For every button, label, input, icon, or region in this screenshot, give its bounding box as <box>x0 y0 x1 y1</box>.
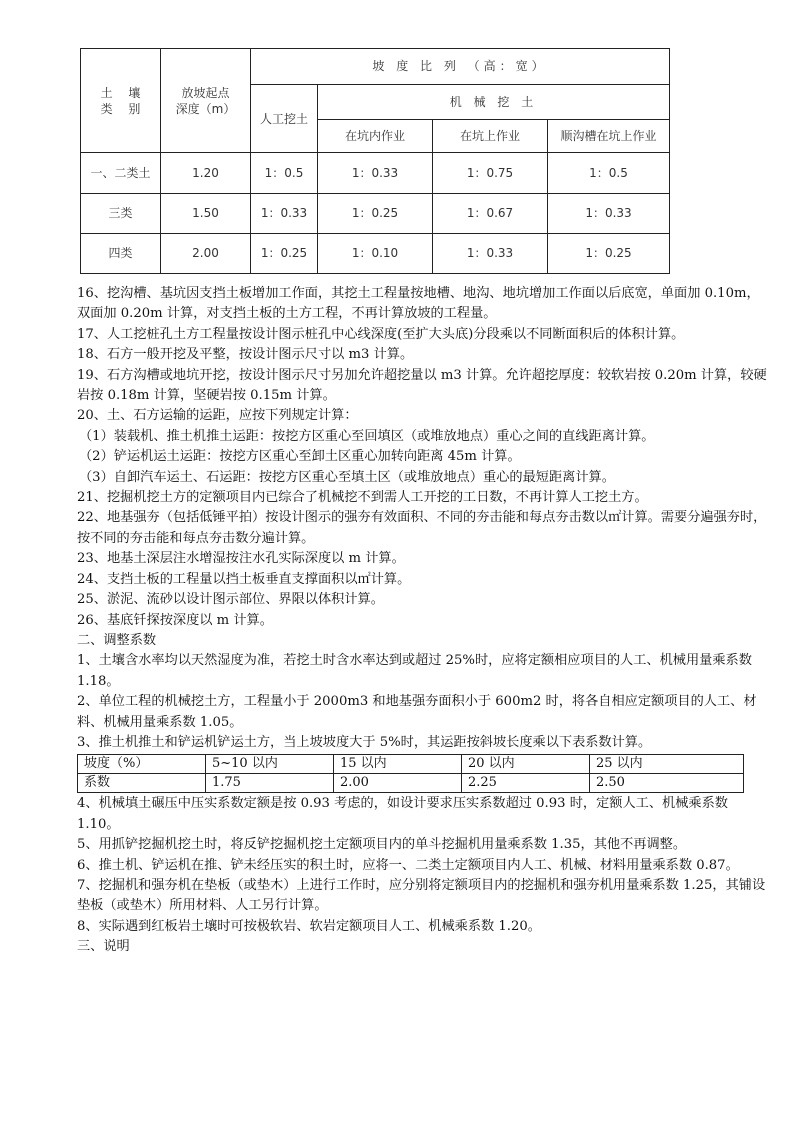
coef-value-cell: 2.50 <box>590 774 744 793</box>
cell-along: 1：0.33 <box>548 193 670 233</box>
coef-value-cell: 2.00 <box>334 774 462 793</box>
table-row <box>78 755 744 774</box>
cell-category: 一、二类土 <box>81 153 161 193</box>
paragraph: 7、挖掘机和强夯机在垫板（或垫木）上进行工作时，应分别将定额项目内的挖掘机和强夯机用量乘系数 1.25，其铺设垫板（或垫木）所用材料、人工另行计算。 <box>77 877 766 914</box>
cell-in-pit: 1：0.33 <box>318 153 433 193</box>
header-start-depth: 放坡起点 深度（m） <box>161 49 251 153</box>
header-soil-category: 土 壤 类 别 <box>81 49 161 153</box>
table-row <box>78 774 744 793</box>
header-in-pit: 在坑内作业 <box>318 120 433 153</box>
header-manual-dig: 人工挖土 <box>251 85 318 153</box>
paragraph: 5、用抓铲挖掘机挖土时，将反铲挖掘机挖土定额项目内的单斗挖掘机用量乘系数 1.35，其他不再调整。 <box>77 837 687 853</box>
cell-in-pit: 1：0.10 <box>318 233 433 273</box>
paragraph: 22、地基强夯（包括低锤平拍）按设计图示的强夯有效面积、不同的夯击能和每点夯击数以㎡计算。需要分遍强夯时，按不同的夯击能和每点夯击数分遍计算。 <box>77 510 767 546</box>
header-machine-dig: 机 械 挖 土 <box>318 85 670 120</box>
cell-depth: 1.20 <box>161 153 251 193</box>
section-heading: 三、说明 <box>77 939 130 955</box>
paragraph: 25、淤泥、流砂以设计图示部位、界限以体积计算。 <box>77 592 384 608</box>
paragraph: 1、土壤含水率均以天然湿度为准，若挖土时含水率达到或超过 25%时，应将定额相应项目的人工、机械用量乘系数 1.18。 <box>77 653 752 689</box>
paragraph: 6、推土机、铲运机在推、铲未经压实的积土时，应将一、二类土定额项目内人工、机械、材料用量乘系数 0.87。 <box>77 857 739 873</box>
coef-value-cell: 系数 <box>78 774 206 793</box>
cell-along: 1：0.25 <box>548 233 670 273</box>
paragraph: 3、推土机推土和铲运机铲运土方，当上坡坡度大于 5%时，其运距按斜坡长度乘以下表系数计算。 <box>77 734 652 750</box>
paragraph: （1）装载机、推土机推土运距：按挖方区重心至回填区（或堆放地点）重心之间的直线距离计算。 <box>79 428 655 444</box>
paragraph: 20、土、石方运输的运距，应按下列规定计算： <box>77 408 358 424</box>
paragraph: 23、地基土深层注水增湿按注水孔实际深度以 m 计算。 <box>77 551 405 567</box>
slope-ratio-table <box>80 48 670 274</box>
coef-header-cell: 20 以内 <box>462 755 590 774</box>
coef-header-cell: 坡度（%） <box>78 755 206 774</box>
paragraph: 18、石方一般开挖及平整，按设计图示尺寸以 m3 计算。 <box>77 347 414 363</box>
cell-on-pit: 1：0.75 <box>433 153 548 193</box>
paragraph: 16、挖沟槽、基坑因支挡土板增加工作面，其挖土工程量按地槽、地沟、地坑增加工作面以后底宽，单面加 0.10m，双面加 0.20m 计算，对支挡土板的土方工程，不再计算放坡的工程量。 <box>77 286 760 322</box>
coef-header-cell: 15 以内 <box>334 755 462 774</box>
header-along-trench: 顺沟槽在坑上作业 <box>548 120 670 153</box>
cell-on-pit: 1：0.67 <box>433 193 548 233</box>
paragraph: 19、石方沟槽或地坑开挖，按设计图示尺寸另加允许超挖量以 m3 计算。允许超挖厚度：较软岩按 0.20m 计算，较硬岩按 0.18m 计算，坚硬岩按 0.15m 计算。 <box>77 367 767 404</box>
cell-manual: 1：0.5 <box>251 153 318 193</box>
table-row <box>81 193 670 233</box>
cell-depth: 1.50 <box>161 193 251 233</box>
cell-manual: 1：0.25 <box>251 233 318 273</box>
coef-header-cell: 5~10 以内 <box>206 755 334 774</box>
header-on-pit: 在坑上作业 <box>433 120 548 153</box>
cell-on-pit: 1：0.33 <box>433 233 548 273</box>
cell-depth: 2.00 <box>161 233 251 273</box>
table-row <box>81 153 670 193</box>
cell-along: 1：0.5 <box>548 153 670 193</box>
paragraph: 24、支挡土板的工程量以挡土板垂直支撑面积以㎡计算。 <box>77 571 411 587</box>
section-heading: 二、调整系数 <box>77 632 157 648</box>
paragraph: 21、挖掘机挖土方的定额项目内已综合了机械挖不到需人工开挖的工日数，不再计算人工挖土方。 <box>77 490 648 506</box>
paragraph: 26、基底钎探按深度以 m 计算。 <box>77 612 273 628</box>
cell-category: 三类 <box>81 193 161 233</box>
paragraph: 17、人工挖桩孔土方工程量按设计图示桩孔中心线深度(至扩大头底)分段乘以不同断面积后的体积计算。 <box>77 326 685 342</box>
coef-value-cell: 2.25 <box>462 774 590 793</box>
paragraph: 8、实际遇到红板岩土壤时可按极软岩、软岩定额项目人工、机械乘系数 1.20。 <box>77 918 541 934</box>
coef-header-cell: 25 以内 <box>590 755 744 774</box>
body-text <box>77 284 767 958</box>
cell-in-pit: 1：0.25 <box>318 193 433 233</box>
cell-category: 四类 <box>81 233 161 273</box>
cell-manual: 1：0.33 <box>251 193 318 233</box>
paragraph: 2、单位工程的机械挖土方，工程量小于 2000m3 和地基强夯面积小于 600m2 时，将各自相应定额项目的人工、材料、机械用量乘系数 1.05。 <box>77 694 757 730</box>
paragraph: （2）铲运机运土运距：按挖方区重心至卸土区重心加转向距离 45m 计算。 <box>79 449 521 465</box>
header-slope-ratio: 坡 度 比 列 （高：宽） <box>251 49 670 85</box>
paragraph: （3）自卸汽车运土、石运距：按挖方区重心至填土区（或堆放地点）重心的最短距离计算。 <box>79 469 615 485</box>
coef-value-cell: 1.75 <box>206 774 334 793</box>
table-row <box>81 233 670 273</box>
slope-coefficient-table <box>77 754 744 793</box>
paragraph: 4、机械填土碾压中压实系数定额是按 0.93 考虑的，如设计要求压实系数超过 0.93 时，定额人工、机械乘系数 1.10。 <box>77 796 728 832</box>
